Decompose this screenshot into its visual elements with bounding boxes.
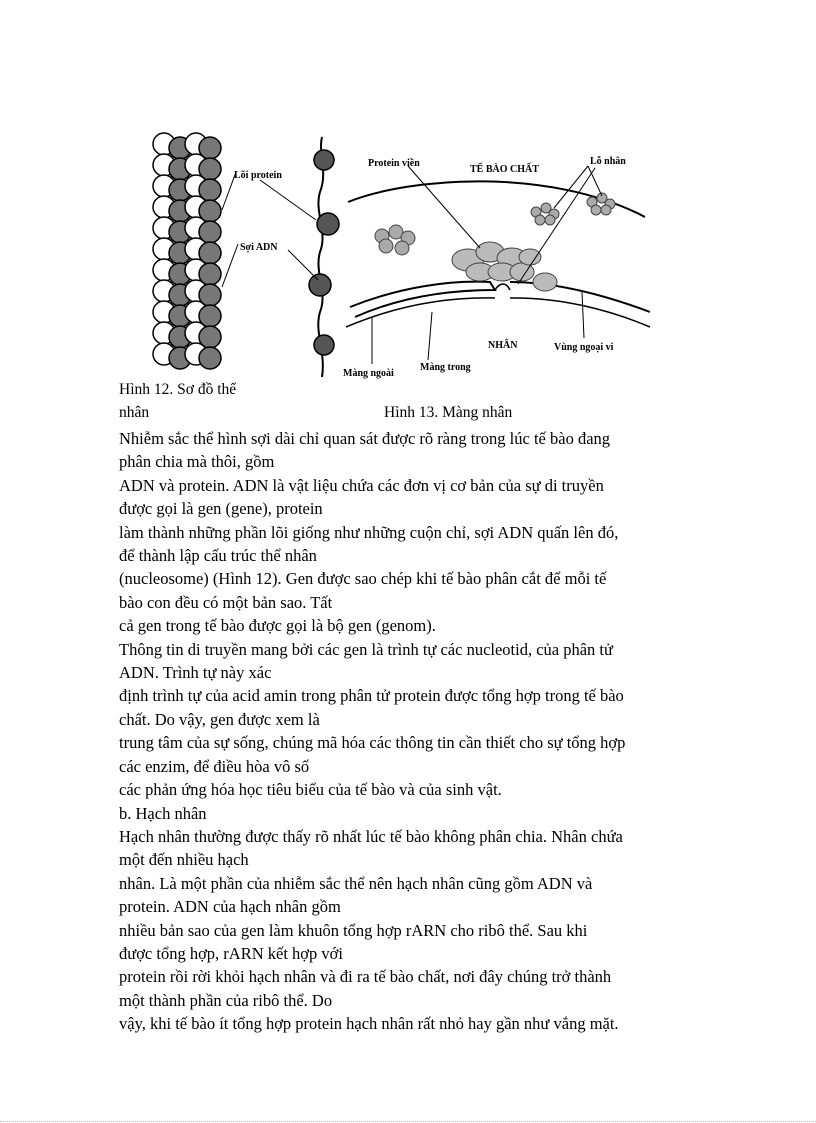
- label-protein-vien: Protein viền: [368, 158, 420, 169]
- caption-hinh12-line2: nhân: [119, 404, 150, 421]
- page-bottom-rule: [0, 1121, 816, 1122]
- body-text: [119, 427, 709, 1036]
- label-loi-protein: Lõi protein: [234, 170, 282, 181]
- label-lo-nhan: Lỗ nhân: [590, 156, 626, 167]
- text-line: một đến nhiều hạch: [119, 850, 249, 870]
- caption-hinh12-line1: Hình 12. Sơ đồ thể: [119, 381, 237, 398]
- section-heading-hach-nhan: b. Hạch nhân: [119, 803, 207, 823]
- text-line: được tổng hợp, rARN kết hợp với: [119, 943, 343, 963]
- text-line: bào con đều có một bản sao. Tất: [119, 592, 333, 612]
- text-line: làm thành những phần lõi giống như những cuộn chỉ, sợi ADN quấn lên đó,: [119, 522, 619, 542]
- text-line: Hạch nhân thường được thấy rõ nhất lúc tế bào không phân chia. Nhân chứa: [119, 826, 623, 846]
- label-vung-ngoai-vi: Vùng ngoại vi: [554, 342, 614, 353]
- text-line: chất. Do vậy, gen được xem là: [119, 709, 320, 729]
- text-line: phân chia mà thôi, gồm: [119, 452, 275, 472]
- text-line: Thông tin di truyền mang bởi các gen là trình tự các nucleotid, của phân tử: [119, 639, 613, 659]
- text-line: một thành phần của ribô thể. Do: [119, 990, 333, 1010]
- text-line: ADN và protein. ADN là vật liệu chứa các đơn vị cơ bản của sự di truyền: [119, 475, 604, 495]
- text-line: nhiều bản sao của gen làm khuôn tổng hợp rARN cho ribô thể. Sau khi: [119, 920, 588, 940]
- text-line: protein rồi rời khỏi hạch nhân và đi ra tế bào chất, nơi đây chúng trở thành: [119, 967, 612, 987]
- text-line: các enzim, để điều hòa vô số: [119, 756, 310, 776]
- label-mang-ngoai: Màng ngoài: [343, 368, 394, 379]
- label-nhan: NHÂN: [488, 340, 518, 351]
- text-line: định trình tự của acid amin trong phân tử protein được tổng hợp trong tế bào: [119, 686, 624, 706]
- text-line: nhân. Là một phần của nhiễm sắc thể nên hạch nhân cũng gồm ADN và: [119, 873, 593, 893]
- nucleosome-chain-illustration: [153, 133, 339, 377]
- nucleosome-and-nuclear-membrane-diagram: [150, 132, 670, 382]
- figure-illustrations: [150, 132, 670, 382]
- text-line: (nucleosome) (Hình 12). Gen được sao chép khi tế bào phân cắt để mỗi tế: [119, 569, 607, 589]
- nuclear-membrane-illustration: [343, 156, 650, 379]
- label-te-bao-chat: TẾ BÀO CHẤT: [470, 164, 539, 175]
- histone-bead: [199, 347, 221, 369]
- text-line: protein. ADN của hạch nhân gồm: [119, 897, 341, 917]
- text-line: vậy, khi tế bào ít tổng hợp protein hạch nhân rất nhỏ hay gần như vắng mặt.: [119, 1014, 619, 1034]
- text-line: trung tâm của sự sống, chúng mã hóa các thông tin cần thiết cho sự tổng hợp: [119, 733, 626, 753]
- caption-hinh13: Hình 13. Màng nhân: [384, 404, 513, 421]
- label-mang-trong: Màng trong: [420, 362, 471, 373]
- text-line: Nhiễm sắc thể hình sợi dài chỉ quan sát được rõ ràng trong lúc tế bào đang: [119, 429, 611, 448]
- label-soi-adn: Sợi ADN: [240, 242, 278, 253]
- text-line: các phản ứng hóa học tiêu biểu của tế bào và của sinh vật.: [119, 780, 502, 800]
- text-line: ADN. Trình tự này xác: [119, 663, 272, 683]
- text-line: cả gen trong tế bào được gọi là bộ gen (genom).: [119, 616, 436, 636]
- text-line: được gọi là gen (gene), protein: [119, 499, 323, 519]
- text-line: để thành lập cấu trúc thể nhân: [119, 546, 317, 566]
